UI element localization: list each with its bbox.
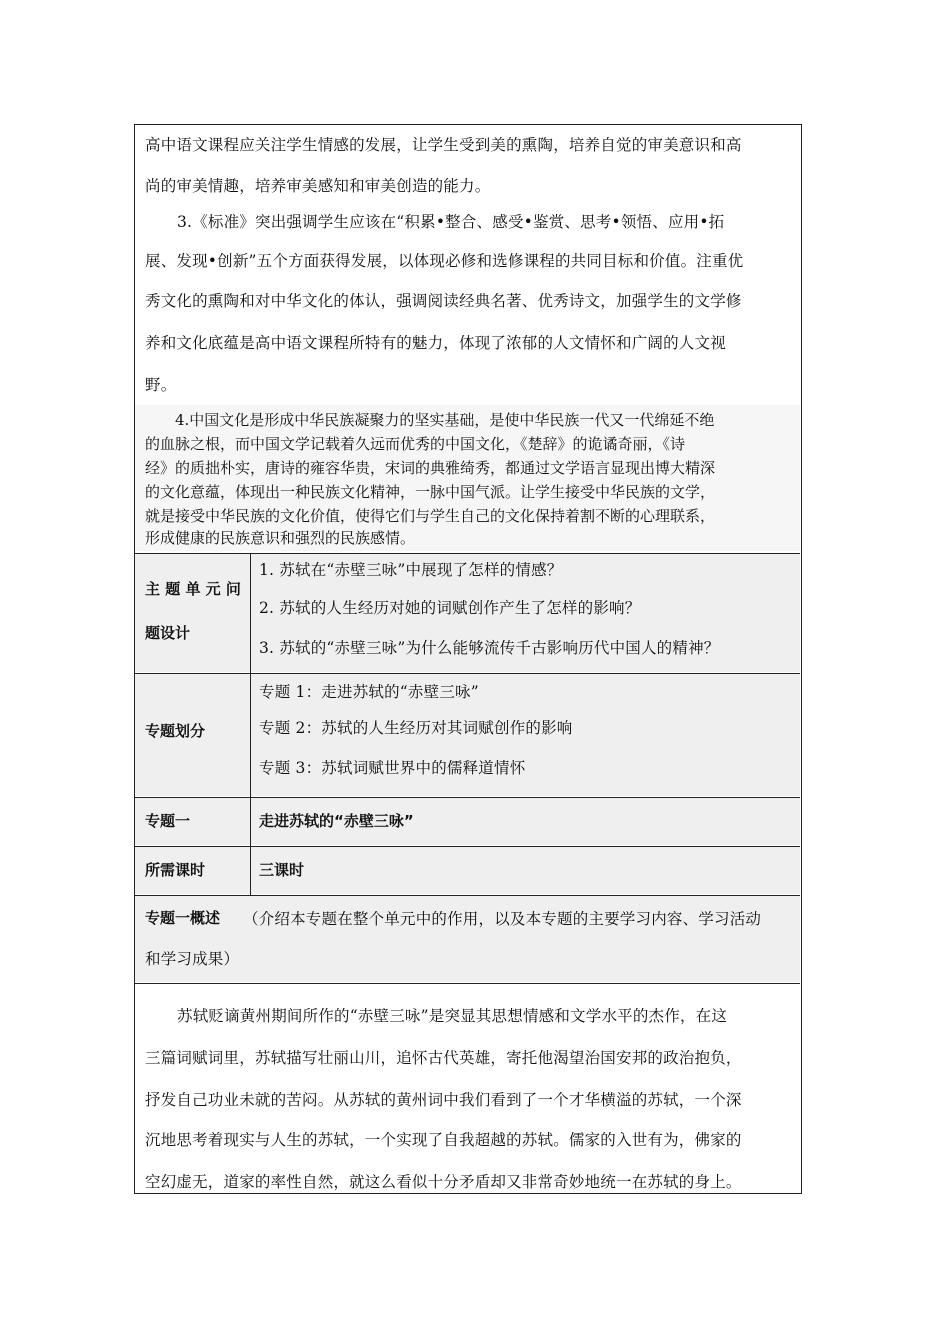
- summary-section: [135, 984, 800, 1192]
- topic-one-row: [135, 798, 800, 845]
- intro-section: [135, 125, 800, 405]
- intro-line: 高中语文课程应关注学生情感的发展，让学生受到美的熏陶，培养自觉的审美意识和高: [145, 136, 742, 154]
- lesson-table: [134, 124, 802, 1194]
- summary-line: 沉地思考着现实与人生的苏轼，一个实现了自我超越的苏轼。儒家的入世有为，佛家的: [145, 1131, 742, 1149]
- summary-line: 抒发自己功业未就的苦闷。从苏轼的黄州词中我们看到了一个才华横溢的苏轼，一个深: [145, 1091, 742, 1109]
- overview-desc-cont: 和学习成果）: [145, 950, 240, 968]
- questions-row: [135, 554, 800, 672]
- intro-line: 展、发现•创新”五个方面获得发展，以体现必修和选修课程的共同目标和价值。注重优: [145, 252, 744, 270]
- topic-one-label: 专题一: [145, 812, 191, 830]
- overview-row: [135, 896, 800, 982]
- intro-line: 野。: [145, 376, 177, 394]
- topic-one-value: 走进苏轼的“赤壁三咏”: [259, 812, 414, 830]
- topic-item: 专题 3：苏轼词赋世界中的儒释道情怀: [259, 759, 526, 777]
- topic-item: 专题 1：走进苏轼的“赤壁三咏”: [259, 683, 479, 701]
- topic-item: 专题 2：苏轼的人生经历对其词赋创作的影响: [259, 719, 573, 737]
- summary-line: 空幻虚无，道家的率性自然，就这么看似十分矛盾却又非常奇妙地统一在苏轼的身上。: [145, 1173, 742, 1191]
- summary-line: 三篇词赋词里，苏轼描写壮丽山川，追怀古代英雄，寄托他渴望治国安邦的政治抱负，: [145, 1049, 742, 1067]
- hours-label: 所需课时: [145, 861, 206, 879]
- questions-label: 主 题 单 元 问: [145, 580, 241, 598]
- point4-line: 的文化意蕴，体现出一种民族文化精神，一脉中国气派。让学生接受中华民族的文学，: [145, 483, 716, 501]
- topics-row: [135, 674, 800, 796]
- point4-line: 经》的质拙朴实，唐诗的雍容华贵，宋词的典雅绮秀，都通过文学语言显现出博大精深: [145, 459, 716, 477]
- intro-line: 秀文化的熏陶和对中华文化的体认，强调阅读经典名著、优秀诗文，加强学生的文学修: [145, 292, 742, 310]
- hours-value: 三课时: [259, 861, 305, 879]
- column-divider: [250, 554, 251, 895]
- intro-line: 养和文化底蕴是高中语文课程所特有的魅力，体现了浓郁的人文情怀和广阔的人文视: [145, 334, 726, 352]
- point4-line: 的血脉之根，而中国文学记载着久远而优秀的中国文化，《楚辞》的诡谲奇丽，《诗: [145, 435, 686, 453]
- overview-desc: （介绍本专题在整个单元中的作用，以及本专题的主要学习内容、学习活动: [243, 910, 762, 928]
- questions-label-cont: 题设计: [145, 624, 191, 642]
- point4-line: 就是接受中华民族的文化价值，使得它们与学生自己的文化保持着割不断的心理联系，: [145, 507, 716, 525]
- question-item: 1. 苏轼在“赤壁三咏”中展现了怎样的情感？: [259, 561, 563, 579]
- overview-label: 专题一概述: [145, 909, 221, 927]
- point4-line: 形成健康的民族意识和强烈的民族感情。: [145, 529, 416, 547]
- intro-line: 尚的审美情趣，培养审美感知和审美创造的能力。: [145, 177, 491, 195]
- question-item: 3. 苏轼的“赤壁三咏”为什么能够流传千古影响历代中国人的精神？: [259, 639, 720, 657]
- hours-row: [135, 847, 800, 894]
- question-item: 2. 苏轼的人生经历对她的词赋创作产生了怎样的影响？: [259, 599, 641, 617]
- point4-line: 4.中国文化是形成中华民族凝聚力的坚实基础，是使中华民族一代又一代绵延不绝: [175, 411, 715, 429]
- point4-section: [135, 405, 800, 551]
- intro-line: 3.《标准》突出强调学生应该在“积累•整合、感受•鉴赏、思考•领悟、应用•拓: [177, 213, 725, 231]
- topics-label: 专题划分: [145, 722, 206, 740]
- summary-line: 苏轼贬谪黄州期间所作的“赤壁三咏”是突显其思想情感和文学水平的杰作，在这: [177, 1007, 728, 1025]
